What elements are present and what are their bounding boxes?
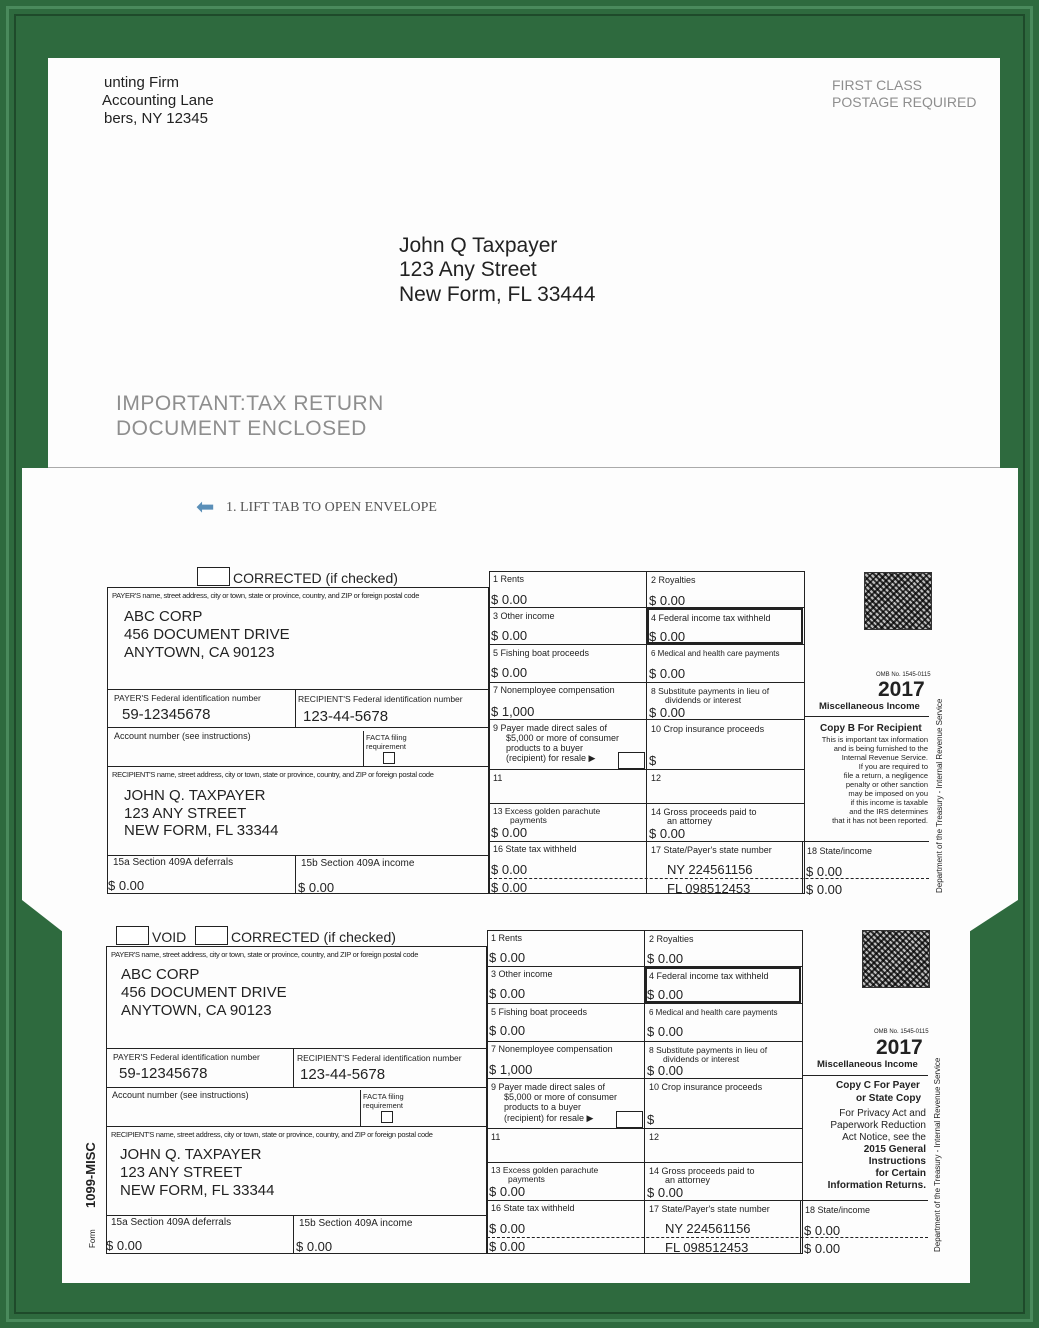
void-checkbox-c[interactable] bbox=[116, 926, 149, 945]
copyB-line: This is important tax information bbox=[821, 735, 928, 744]
copyC-line-bold: 2015 General bbox=[863, 1144, 926, 1155]
copyB-line: and the IRS determines bbox=[849, 807, 928, 816]
barcode-b bbox=[864, 572, 932, 630]
b15b-label: 15b Section 409A income bbox=[301, 858, 415, 869]
c17-value-2: FL 098512453 bbox=[665, 1240, 749, 1255]
b14-label-2: an attorney bbox=[667, 816, 713, 826]
c3-label: 3 Other income bbox=[491, 969, 553, 979]
b4-label: 4 Federal income tax withheld bbox=[651, 613, 771, 623]
divider bbox=[489, 803, 805, 804]
c1-label: 1 Rents bbox=[491, 933, 523, 943]
c5-value: $ 0.00 bbox=[489, 1023, 526, 1038]
payer-tin-label-b: PAYER'S Federal identification number bbox=[114, 693, 261, 703]
divider bbox=[487, 1041, 803, 1042]
divider bbox=[107, 766, 489, 767]
recipient-tin-b: 123-44-5678 bbox=[303, 708, 389, 725]
b11-label: 11 bbox=[493, 773, 503, 783]
b16-label: 16 State tax withheld bbox=[493, 844, 577, 854]
c7-label: 7 Nonemployee compensation bbox=[491, 1044, 613, 1054]
b8-label-1: 8 Substitute payments in lieu of bbox=[651, 686, 770, 696]
copyB-line: penalty or other sanction bbox=[845, 780, 928, 789]
c15b-value: $ 0.00 bbox=[296, 1239, 333, 1254]
copyC-line: For Privacy Act and bbox=[839, 1108, 926, 1119]
b8-value: $ 0.00 bbox=[649, 705, 686, 720]
divider bbox=[106, 1087, 487, 1088]
c8-label-2: dividends or interest bbox=[663, 1054, 740, 1064]
c9-label-4: (recipient) for resale ▶ bbox=[504, 1113, 594, 1123]
b5-label: 5 Fishing boat proceeds bbox=[493, 648, 590, 658]
c15b-label: 15b Section 409A income bbox=[299, 1218, 413, 1229]
facta-checkbox-c[interactable] bbox=[381, 1111, 393, 1123]
sender-line2: Accounting Lane bbox=[102, 92, 214, 109]
sender-line1: unting Firm bbox=[104, 74, 180, 91]
b2-value: $ 0.00 bbox=[649, 593, 686, 608]
divider bbox=[107, 855, 489, 856]
b18-label: 18 State/income bbox=[807, 846, 873, 856]
corrected-checkbox-c[interactable] bbox=[195, 926, 228, 945]
account-label-c: Account number (see instructions) bbox=[112, 1090, 249, 1100]
c4-value: $ 0.00 bbox=[647, 987, 684, 1002]
payer-tin-c: 59-12345678 bbox=[119, 1065, 208, 1082]
mail-street: 123 Any Street bbox=[399, 258, 537, 281]
facta-label-c: FACTA filing requirement bbox=[363, 1092, 404, 1110]
divider bbox=[802, 841, 803, 894]
divider bbox=[489, 841, 929, 842]
copyB-text bbox=[806, 735, 928, 825]
mail-name: John Q Taxpayer bbox=[399, 234, 558, 257]
form-word-vertical: Form bbox=[88, 1229, 97, 1248]
divider bbox=[489, 644, 805, 645]
c16-value-1: $ 0.00 bbox=[489, 1221, 526, 1236]
b17-value-2: FL 098512453 bbox=[667, 881, 751, 896]
b5-value: $ 0.00 bbox=[491, 665, 528, 680]
form-name-vertical: 1099-MISC bbox=[83, 1142, 98, 1208]
c9-checkbox[interactable] bbox=[616, 1111, 643, 1128]
c6-value: $ 0.00 bbox=[647, 1024, 684, 1039]
b16-value-2: $ 0.00 bbox=[491, 880, 528, 895]
divider bbox=[489, 769, 805, 770]
copyC-line: Paperwork Reduction bbox=[830, 1120, 926, 1131]
copyC-line-bold: Instructions bbox=[868, 1156, 926, 1167]
copyB-line: Internal Revenue Service. bbox=[841, 753, 928, 762]
c8-value: $ 0.00 bbox=[647, 1063, 684, 1078]
b7-label: 7 Nonemployee compensation bbox=[493, 685, 615, 695]
c12-label: 12 bbox=[649, 1132, 660, 1142]
copyC-title-2: or State Copy bbox=[856, 1093, 922, 1104]
divider bbox=[295, 855, 296, 894]
left-cutout-bottom bbox=[22, 900, 62, 1290]
c3-value: $ 0.00 bbox=[489, 986, 526, 1001]
divider bbox=[487, 1078, 803, 1079]
left-cutout-top bbox=[22, 58, 48, 468]
b4-value: $ 0.00 bbox=[649, 629, 686, 644]
c14-label-1: 14 Gross proceeds paid to bbox=[649, 1166, 755, 1176]
sender-line3: bers, NY 12345 bbox=[104, 110, 208, 127]
c10-value: $ bbox=[647, 1112, 655, 1127]
payer-name-b: ABC CORP bbox=[124, 608, 203, 625]
b18-value-1: $ 0.00 bbox=[806, 864, 843, 879]
divider bbox=[487, 1200, 928, 1201]
divider bbox=[107, 689, 489, 690]
c10-label: 10 Crop insurance proceeds bbox=[649, 1082, 763, 1092]
dept-vertical-c: Department of the Treasury - Internal Revenue Service bbox=[933, 1057, 942, 1252]
facta-checkbox-b[interactable] bbox=[383, 752, 395, 764]
recipient-street-c: 123 ANY STREET bbox=[120, 1164, 243, 1181]
payer-street-b: 456 DOCUMENT DRIVE bbox=[124, 626, 290, 643]
year-c: 2017 bbox=[876, 1036, 923, 1059]
b17-label: 17 State/Payer's state number bbox=[651, 845, 772, 855]
corrected-checkbox-b[interactable] bbox=[197, 567, 230, 586]
mail-city: New Form, FL 33444 bbox=[399, 283, 596, 306]
copyB-line: if this income is taxable bbox=[850, 798, 928, 807]
c13-label-1: 13 Excess golden parachute bbox=[491, 1165, 599, 1175]
b14-label-1: 14 Gross proceeds paid to bbox=[651, 807, 757, 817]
divider bbox=[107, 727, 489, 728]
c13-label-2: payments bbox=[508, 1174, 545, 1184]
c18-label: 18 State/income bbox=[805, 1205, 871, 1215]
b8-label-2: dividends or interest bbox=[665, 695, 742, 705]
year-b: 2017 bbox=[878, 678, 925, 701]
recipient-name-label-c: RECIPIENT'S name, street address, city or town, state or province, country, and ZIP or foreign postal code bbox=[111, 1130, 433, 1139]
copyC-title-1: Copy C For Payer bbox=[836, 1080, 920, 1091]
c7-value: $ 1,000 bbox=[489, 1062, 533, 1077]
barcode-c bbox=[862, 930, 930, 988]
divider bbox=[489, 682, 805, 683]
copyB-line: may be imposed on you bbox=[848, 789, 928, 798]
recipient-tin-c: 123-44-5678 bbox=[300, 1066, 386, 1083]
divider bbox=[293, 1048, 294, 1087]
divider bbox=[293, 1215, 294, 1254]
b12-label: 12 bbox=[651, 773, 662, 783]
right-cutout-bottom bbox=[970, 900, 1018, 1290]
c2-value: $ 0.00 bbox=[647, 951, 684, 966]
recipient-city-b: NEW FORM, FL 33344 bbox=[124, 822, 279, 839]
right-cutout-top bbox=[1000, 58, 1018, 468]
c17-label: 17 State/Payer's state number bbox=[649, 1204, 770, 1214]
c2-label: 2 Royalties bbox=[649, 934, 694, 944]
facta-label-b: FACTA filing requirement bbox=[366, 733, 407, 751]
b9-label-1: 9 Payer made direct sales of bbox=[493, 723, 608, 733]
c13-value: $ 0.00 bbox=[489, 1184, 526, 1199]
divider bbox=[489, 719, 805, 720]
postage-line2: POSTAGE REQUIRED bbox=[832, 94, 977, 110]
recipient-street-b: 123 ANY STREET bbox=[124, 805, 247, 822]
account-label-b: Account number (see instructions) bbox=[114, 731, 251, 741]
b15a-label: 15a Section 409A deferrals bbox=[113, 857, 234, 868]
b9-label-3: products to a buyer bbox=[506, 743, 584, 753]
copyB-line: and is being furnished to the bbox=[833, 744, 928, 753]
b15b-value: $ 0.00 bbox=[298, 880, 335, 895]
copyC-line: Act Notice, see the bbox=[842, 1132, 926, 1143]
c4-label: 4 Federal income tax withheld bbox=[649, 971, 769, 981]
recipient-tin-label-c: RECIPIENT'S Federal identification number bbox=[297, 1053, 462, 1063]
misc-income-c: Miscellaneous Income bbox=[817, 1059, 918, 1070]
c5-label: 5 Fishing boat proceeds bbox=[491, 1007, 588, 1017]
postage-line1: FIRST CLASS bbox=[832, 77, 922, 93]
dept-vertical-b: Department of the Treasury - Internal Revenue Service bbox=[935, 698, 944, 893]
payer-city-c: ANYTOWN, CA 90123 bbox=[121, 1002, 272, 1019]
c9-label-3: products to a buyer bbox=[504, 1102, 582, 1112]
b2-label: 2 Royalties bbox=[651, 575, 696, 585]
copyC-line-bold: for Certain bbox=[875, 1168, 926, 1179]
dashed-divider bbox=[487, 1237, 928, 1238]
b6-value: $ 0.00 bbox=[649, 666, 686, 681]
payer-city-b: ANYTOWN, CA 90123 bbox=[124, 644, 275, 661]
divider bbox=[487, 1003, 803, 1004]
c16-value-2: $ 0.00 bbox=[489, 1239, 526, 1254]
recipient-name-b: JOHN Q. TAXPAYER bbox=[124, 787, 266, 804]
corrected-label-c: CORRECTED (if checked) bbox=[231, 929, 396, 945]
notice-line2: DOCUMENT ENCLOSED bbox=[116, 417, 367, 440]
c17-value-1: NY 224561156 bbox=[665, 1221, 751, 1236]
omb-c: OMB No. 1545-0115 bbox=[874, 1029, 929, 1035]
divider bbox=[106, 1215, 487, 1216]
b17-value-1: NY 224561156 bbox=[667, 862, 753, 877]
b13-value: $ 0.00 bbox=[491, 825, 528, 840]
divider bbox=[295, 689, 296, 727]
divider bbox=[805, 716, 929, 717]
b9-label-4: (recipient) for resale ▶ bbox=[506, 753, 596, 763]
payer-name-label-b: PAYER'S name, street address, city or town, state or province, country, and ZIP or foreign postal code bbox=[112, 591, 420, 600]
payer-name-c: ABC CORP bbox=[121, 966, 200, 983]
b1-value: $ 0.00 bbox=[491, 592, 528, 607]
b7-value: $ 1,000 bbox=[491, 704, 535, 719]
c15a-label: 15a Section 409A deferrals bbox=[111, 1217, 232, 1228]
c18-value-1: $ 0.00 bbox=[804, 1223, 841, 1238]
b16-value-1: $ 0.00 bbox=[491, 862, 528, 877]
payer-tin-b: 59-12345678 bbox=[122, 706, 211, 723]
c14-label-2: an attorney bbox=[665, 1175, 711, 1185]
copyB-title: Copy B For Recipient bbox=[820, 723, 922, 734]
misc-income-b: Miscellaneous Income bbox=[819, 701, 920, 712]
divider bbox=[803, 1075, 928, 1076]
lift-tab-instruction[interactable]: 1. LIFT TAB TO OPEN ENVELOPE bbox=[226, 500, 437, 515]
recipient-city-c: NEW FORM, FL 33344 bbox=[120, 1182, 275, 1199]
divider bbox=[363, 731, 364, 766]
notice-line1: IMPORTANT:TAX RETURN bbox=[116, 392, 384, 415]
b9-checkbox[interactable] bbox=[618, 752, 645, 769]
c8-label-1: 8 Substitute payments in lieu of bbox=[649, 1045, 768, 1055]
b10-value: $ bbox=[649, 753, 657, 768]
c18-value-2: $ 0.00 bbox=[804, 1241, 841, 1256]
dashed-divider bbox=[489, 878, 929, 879]
b1-label: 1 Rents bbox=[493, 574, 525, 584]
divider bbox=[360, 1090, 361, 1126]
c11-label: 11 bbox=[491, 1132, 501, 1142]
divider bbox=[487, 1162, 803, 1163]
b18-value-2: $ 0.00 bbox=[806, 882, 843, 897]
b15a-value: $ 0.00 bbox=[108, 878, 145, 893]
c9-label-1: 9 Payer made direct sales of bbox=[491, 1082, 606, 1092]
payer-tin-label-c: PAYER'S Federal identification number bbox=[113, 1052, 260, 1062]
divider bbox=[800, 1200, 801, 1254]
b13-label-2: payments bbox=[510, 815, 547, 825]
copyB-line: If you are required to bbox=[858, 762, 928, 771]
void-label-c: VOID bbox=[152, 929, 187, 945]
b6-label: 6 Medical and health care payments bbox=[651, 649, 780, 658]
c6-label: 6 Medical and health care payments bbox=[649, 1008, 778, 1017]
divider bbox=[106, 1048, 487, 1049]
b10-label: 10 Crop insurance proceeds bbox=[651, 724, 765, 734]
recipient-tin-label-b: RECIPIENT'S Federal identification number bbox=[298, 694, 463, 704]
flap-line bbox=[48, 467, 1000, 468]
omb-b: OMB No. 1545-0115 bbox=[876, 672, 931, 678]
b13-label-1: 13 Excess golden parachute bbox=[493, 806, 601, 816]
corrected-label-b: CORRECTED (if checked) bbox=[233, 570, 398, 586]
divider bbox=[487, 1128, 803, 1129]
recipient-name-c: JOHN Q. TAXPAYER bbox=[120, 1146, 262, 1163]
b3-value: $ 0.00 bbox=[491, 628, 528, 643]
b14-value: $ 0.00 bbox=[649, 826, 686, 841]
bottom-strip bbox=[22, 1283, 1018, 1303]
divider bbox=[106, 1126, 487, 1127]
b9-label-2: $5,000 or more of consumer bbox=[506, 733, 620, 743]
b3-label: 3 Other income bbox=[493, 611, 555, 621]
recipient-name-label-b: RECIPIENT'S name, street address, city or town, state or province, country, and ZIP or foreign postal code bbox=[112, 770, 434, 779]
copyC-line-bold: Information Returns. bbox=[827, 1180, 926, 1191]
c14-value: $ 0.00 bbox=[647, 1185, 684, 1200]
copyC-text bbox=[804, 1108, 926, 1192]
c1-value: $ 0.00 bbox=[489, 950, 526, 965]
c9-label-2: $5,000 or more of consumer bbox=[504, 1092, 618, 1102]
c15a-value: $ 0.00 bbox=[106, 1238, 143, 1253]
c16-label: 16 State tax withheld bbox=[491, 1203, 575, 1213]
payer-name-label-c: PAYER'S name, street address, city or town, state or province, country, and ZIP or foreign postal code bbox=[111, 950, 419, 959]
copyB-line: that it has not been reported. bbox=[832, 816, 928, 825]
copyB-line: file a return, a negligence bbox=[843, 771, 928, 780]
arrow-left-icon[interactable]: ⬅ bbox=[196, 494, 215, 519]
payer-street-c: 456 DOCUMENT DRIVE bbox=[121, 984, 287, 1001]
